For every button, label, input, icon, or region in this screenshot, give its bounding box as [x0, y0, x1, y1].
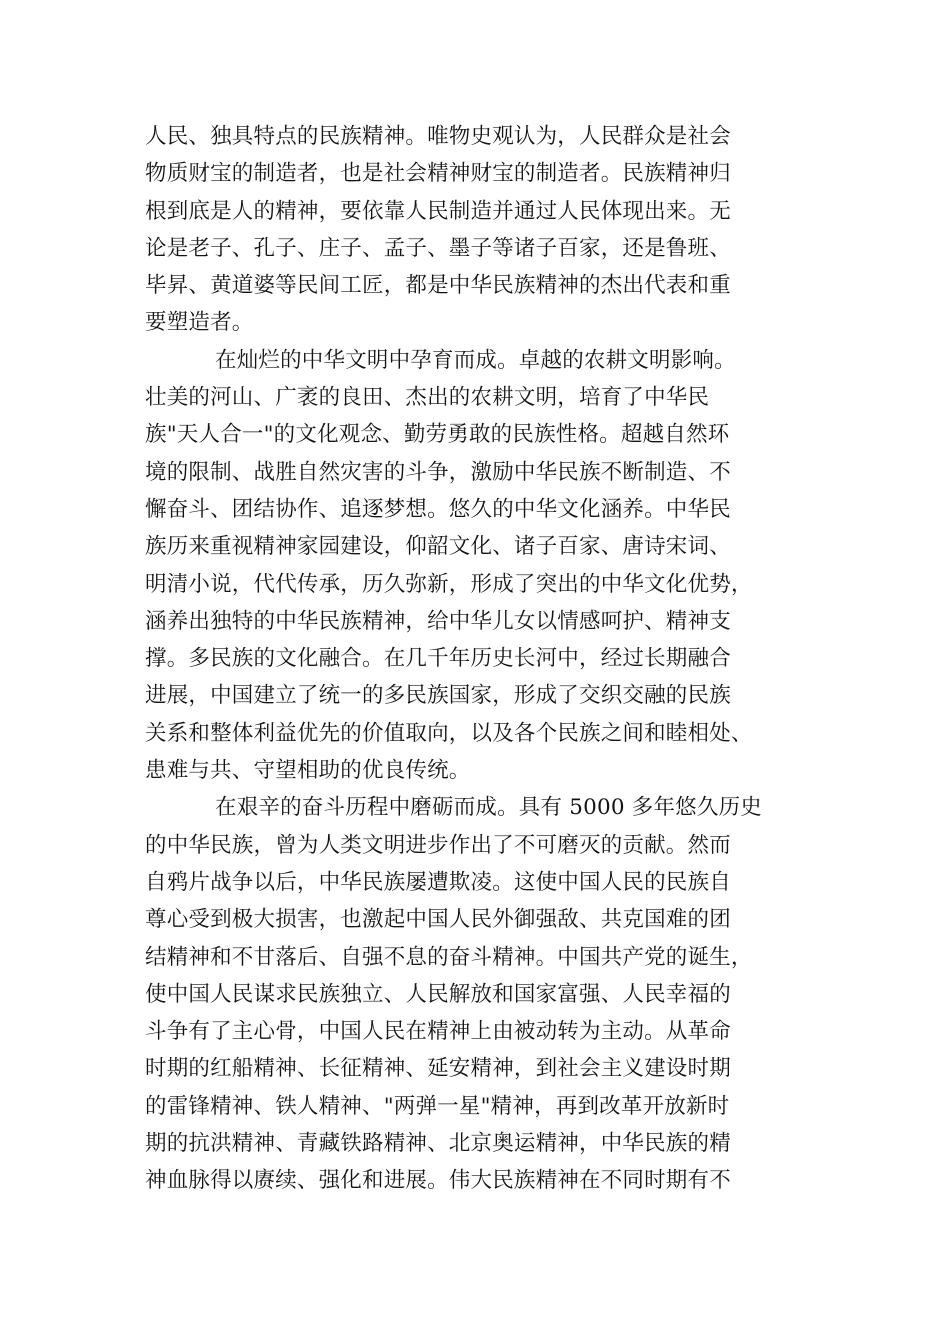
body-text — [145, 118, 810, 1200]
text-line: 毕昇、黄道婆等民间工匠，都是中华民族精神的杰出代表和重 — [145, 273, 731, 299]
text-line: 物质财宝的制造者，也是社会精神财宝的制造者。民族精神归 — [145, 161, 731, 187]
text-line: 时期的红船精神、长征精神、延安精神，到社会主义建设时期 — [145, 1056, 731, 1082]
text-line: 使中国人民谋求民族独立、人民解放和国家富强、人民幸福的 — [145, 981, 731, 1007]
text-line: 关系和整体利益优先的价值取向，以及各个民族之间和睦相处、 — [145, 720, 753, 746]
paragraph-1 — [145, 118, 810, 342]
text-line: 在灿烂的中华文明中孕育而成。卓越的农耕文明影响。 — [215, 347, 736, 373]
text-line: 结精神和不甘落后、自强不息的奋斗精神。中国共产党的诞生， — [145, 944, 753, 970]
text-line: 神血脉得以赓续、强化和进展。伟大民族精神在不同时期有不 — [145, 1168, 731, 1194]
text-line: 在艰辛的奋斗历程中磨砺而成。具有 5000 多年悠久历史 — [215, 795, 762, 821]
text-line: 境的限制、战胜自然灾害的斗争，激励中华民族不断制造、不 — [145, 459, 731, 485]
text-line: 进展，中国建立了统一的多民族国家，形成了交织交融的民族 — [145, 683, 731, 709]
text-line: 的中华民族，曾为人类文明进步作出了不可磨灭的贡献。然而 — [145, 832, 731, 858]
paragraph-3 — [145, 789, 810, 1199]
paragraph-2 — [145, 342, 810, 790]
text-line: 尊心受到极大损害，也激起中国人民外御强敌、共克国难的团 — [145, 907, 731, 933]
text-line: 的雷锋精神、铁人精神、"两弹一星"精神，再到改革开放新时 — [145, 1093, 730, 1119]
text-line: 壮美的河山、广袤的良田、杰出的农耕文明，培育了中华民 — [145, 385, 710, 411]
text-line: 族历来重视精神家园建设，仰韶文化、诸子百家、唐诗宋词、 — [145, 534, 731, 560]
text-line: 论是老子、孔子、庄子、孟子、墨子等诸子百家，还是鲁班、 — [145, 235, 731, 261]
text-line: 患难与共、守望相助的优良传统。 — [145, 758, 471, 784]
text-line: 明清小说，代代传承，历久弥新，形成了突出的中华文化优势， — [145, 571, 753, 597]
text-line: 斗争有了主心骨，中国人民在精神上由被动转为主动。从革命 — [145, 1019, 731, 1045]
text-line: 族"天人合一"的文化观念、勤劳勇敢的民族性格。超越自然环 — [145, 422, 730, 448]
text-line: 撑。多民族的文化融合。在几千年历史长河中，经过长期融合 — [145, 646, 731, 672]
text-line: 涵养出独特的中华民族精神，给中华儿女以情感呵护、精神支 — [145, 608, 731, 634]
text-line: 期的抗洪精神、青藏铁路精神、北京奥运精神，中华民族的精 — [145, 1131, 731, 1157]
text-line: 人民、独具特点的民族精神。唯物史观认为，人民群众是社会 — [145, 124, 731, 149]
text-line: 自鸦片战争以后，中华民族屡遭欺凌。这使中国人民的民族自 — [145, 869, 731, 895]
text-line: 懈奋斗、团结协作、追逐梦想。悠久的中华文化涵养。中华民 — [145, 496, 731, 522]
text-line: 根到底是人的精神，要依靠人民制造并通过人民体现出来。无 — [145, 198, 731, 224]
text-line: 要塑造者。 — [145, 310, 254, 336]
